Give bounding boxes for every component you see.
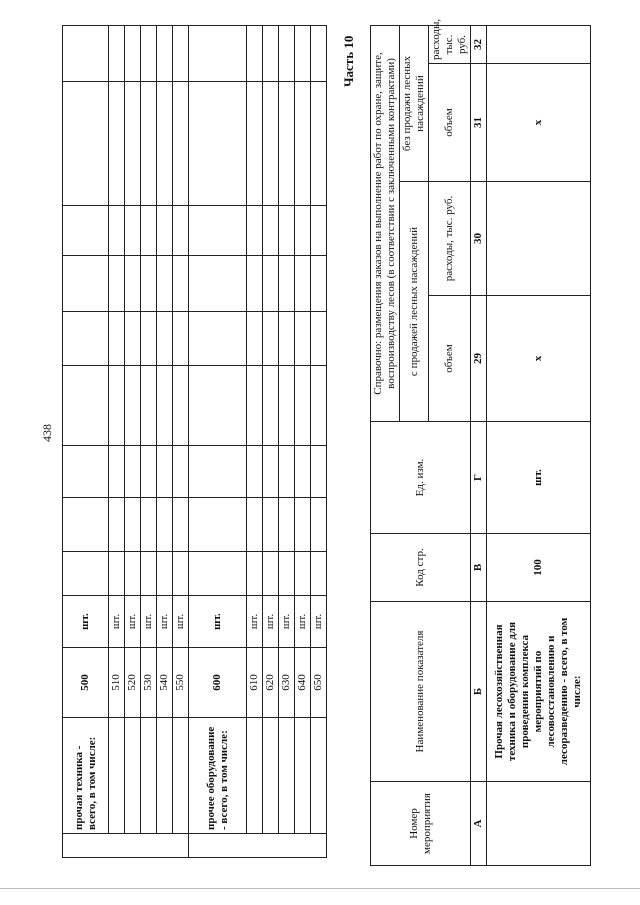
row-name: Прочая лесохозяйственная техника и оборудование для проведения комплекса мероприятий по лесовосстановлению и лесоразведению - всего, в том числе: — [487, 602, 591, 782]
index-row — [471, 25, 487, 865]
table-row — [157, 26, 173, 858]
row-unit: шт. — [189, 596, 247, 648]
row-code: 550 — [173, 648, 189, 718]
header-volume: объем — [429, 296, 471, 422]
header-volume: объем — [429, 64, 471, 182]
row-code: 620 — [263, 648, 279, 718]
row-unit: шт. — [295, 596, 311, 648]
header-code: Код стр. — [371, 534, 471, 602]
index-cell: 32 — [471, 25, 487, 63]
table-row — [263, 26, 279, 858]
row-code: 610 — [247, 648, 263, 718]
top-table — [62, 26, 327, 858]
header-row — [371, 25, 400, 865]
header-without-sales: без продажи лесных насаждений — [400, 25, 429, 181]
page-number: 438 — [40, 424, 54, 442]
row-unit: шт. — [279, 596, 295, 648]
part-title: Часть 10 — [341, 35, 356, 87]
index-cell: Б — [471, 602, 487, 782]
row-unit: шт. — [263, 596, 279, 648]
row-code: 630 — [279, 648, 295, 718]
row-unit: шт. — [311, 596, 327, 648]
header-expenses: расходы, тыс. руб. — [429, 182, 471, 296]
row-code: 520 — [125, 648, 141, 718]
row-code: 540 — [157, 648, 173, 718]
cell-32 — [487, 25, 591, 63]
header-number: Номер мероприятия — [371, 782, 471, 866]
table-row — [247, 26, 263, 858]
row-number — [487, 782, 591, 866]
row-code: 510 — [109, 648, 125, 718]
table-row — [279, 26, 295, 858]
row-code: 600 — [189, 648, 247, 718]
table-row — [189, 26, 247, 858]
row-unit: шт. — [63, 596, 109, 648]
header-unit: Ед. изм. — [371, 422, 471, 534]
index-cell: В — [471, 534, 487, 602]
row-unit: шт. — [247, 596, 263, 648]
table-row — [295, 26, 311, 858]
header-reference: Справочно: размещения заказов на выполнение работ по охране, защите, воспроизводству лесов (в соответствии с заключенными контрактами) — [371, 25, 400, 421]
table-row — [173, 26, 189, 858]
row-unit: шт. — [157, 596, 173, 648]
row-unit: шт. — [125, 596, 141, 648]
group-label: прочая техника - всего, в том числе: — [63, 718, 109, 834]
row-code: 530 — [141, 648, 157, 718]
row-unit: шт. — [173, 596, 189, 648]
table-row — [125, 26, 141, 858]
group-label: прочее оборудование - всего, в том числе: — [189, 718, 247, 834]
index-cell: А — [471, 782, 487, 866]
row-unit: шт. — [109, 596, 125, 648]
header-name: Наименование показателя — [371, 602, 471, 782]
scan-edge-line — [0, 888, 640, 889]
row-code: 650 — [311, 648, 327, 718]
part10-table — [370, 18, 591, 866]
row-unit: шт. — [141, 596, 157, 648]
index-cell: 29 — [471, 296, 487, 422]
table-row — [487, 25, 591, 865]
cell-31: x — [487, 64, 591, 182]
table-row — [141, 26, 157, 858]
header-with-sales: с продажей лесных насаждений — [400, 182, 429, 422]
table-row — [311, 26, 327, 858]
table-row — [63, 26, 109, 858]
index-cell: 31 — [471, 64, 487, 182]
row-code: 500 — [63, 648, 109, 718]
header-expenses: расходы, тыс. руб. — [429, 25, 471, 63]
cell-30 — [487, 182, 591, 296]
part10-grid — [370, 18, 591, 866]
cell-29: x — [487, 296, 591, 422]
top-grid — [62, 25, 327, 858]
row-code: 640 — [295, 648, 311, 718]
row-unit: шт. — [487, 422, 591, 534]
index-cell: 30 — [471, 182, 487, 296]
index-cell: Г — [471, 422, 487, 534]
table-row — [109, 26, 125, 858]
row-code: 100 — [487, 534, 591, 602]
